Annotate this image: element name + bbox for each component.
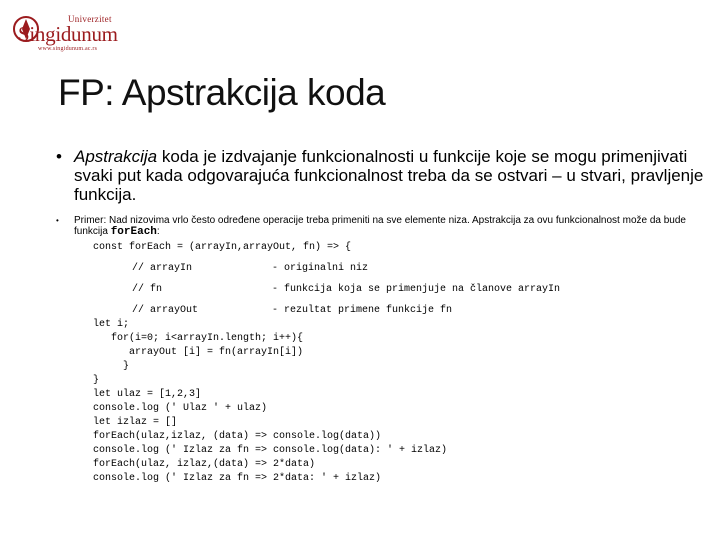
code-comment-left: // arrayIn	[132, 263, 193, 274]
bullet-example-body: Primer: Nad nizovima vrlo često određene operacije treba primeniti na sve elemente niza. Apstrakcija za ovu funkcionalnost može da bude funkcija	[74, 215, 686, 237]
university-logo	[12, 12, 118, 52]
bullet-dot-icon: •	[56, 216, 59, 225]
code-decl-line: const forEach = (arrayIn,arrayOut, fn) => {	[93, 242, 352, 253]
code-line: forEach(ulaz, izlaz,(data) => 2*data)	[93, 459, 316, 470]
logo-url: www.singidunum.ac.rs	[38, 46, 98, 52]
bullet-example-text	[74, 215, 694, 238]
code-line: let izlaz = []	[93, 417, 178, 428]
code-comment-right: - funkcija koja se primenjuje na članove arrayIn	[272, 284, 561, 295]
code-line: arrayOut [i] = fn(arrayIn[i])	[93, 347, 304, 358]
bullet-example-keyword: forEach	[110, 226, 157, 238]
code-comment-left: // fn	[132, 284, 163, 295]
bullet-dot-icon: •	[56, 147, 62, 166]
bullet-definition-text	[74, 147, 704, 204]
code-comment-left: // arrayOut	[132, 305, 199, 316]
code-line: console.log (' Ulaz ' + ulaz)	[93, 403, 268, 414]
code-line: }	[93, 375, 100, 386]
code-comment-right: - originalni niz	[272, 263, 369, 274]
bullet-example-suffix: :	[156, 226, 160, 237]
code-comment-right: - rezultat primene funkcije fn	[272, 305, 453, 316]
code-line: }	[93, 361, 130, 372]
logo-name: Singidunum	[18, 22, 118, 46]
code-line: console.log (' Izlaz za fn => console.log(data): ' + izlaz)	[93, 445, 448, 456]
code-line: console.log (' Izlaz za fn => 2*data: ' + izlaz)	[93, 473, 382, 484]
logo-small-text: Univerzitet	[68, 14, 112, 24]
code-line: for(i=0; i<arrayIn.length; i++){	[93, 333, 304, 344]
code-line: forEach(ulaz,izlaz, (data) => console.log(data))	[93, 431, 382, 442]
bullet-definition-rest: koda je izdvajanje funkcionalnosti u funkcije koje se mogu primenjivati svaki put kada odgovarajuća funkcionalnost treba da se ostvari – u stvari, pravljenje funkcija.	[74, 147, 704, 204]
code-line: let ulaz = [1,2,3]	[93, 389, 202, 400]
code-line: let i;	[93, 319, 130, 330]
bullet-emphasis: Apstrakcija	[74, 147, 158, 166]
slide-title: FP: Apstrakcija koda	[58, 72, 386, 113]
